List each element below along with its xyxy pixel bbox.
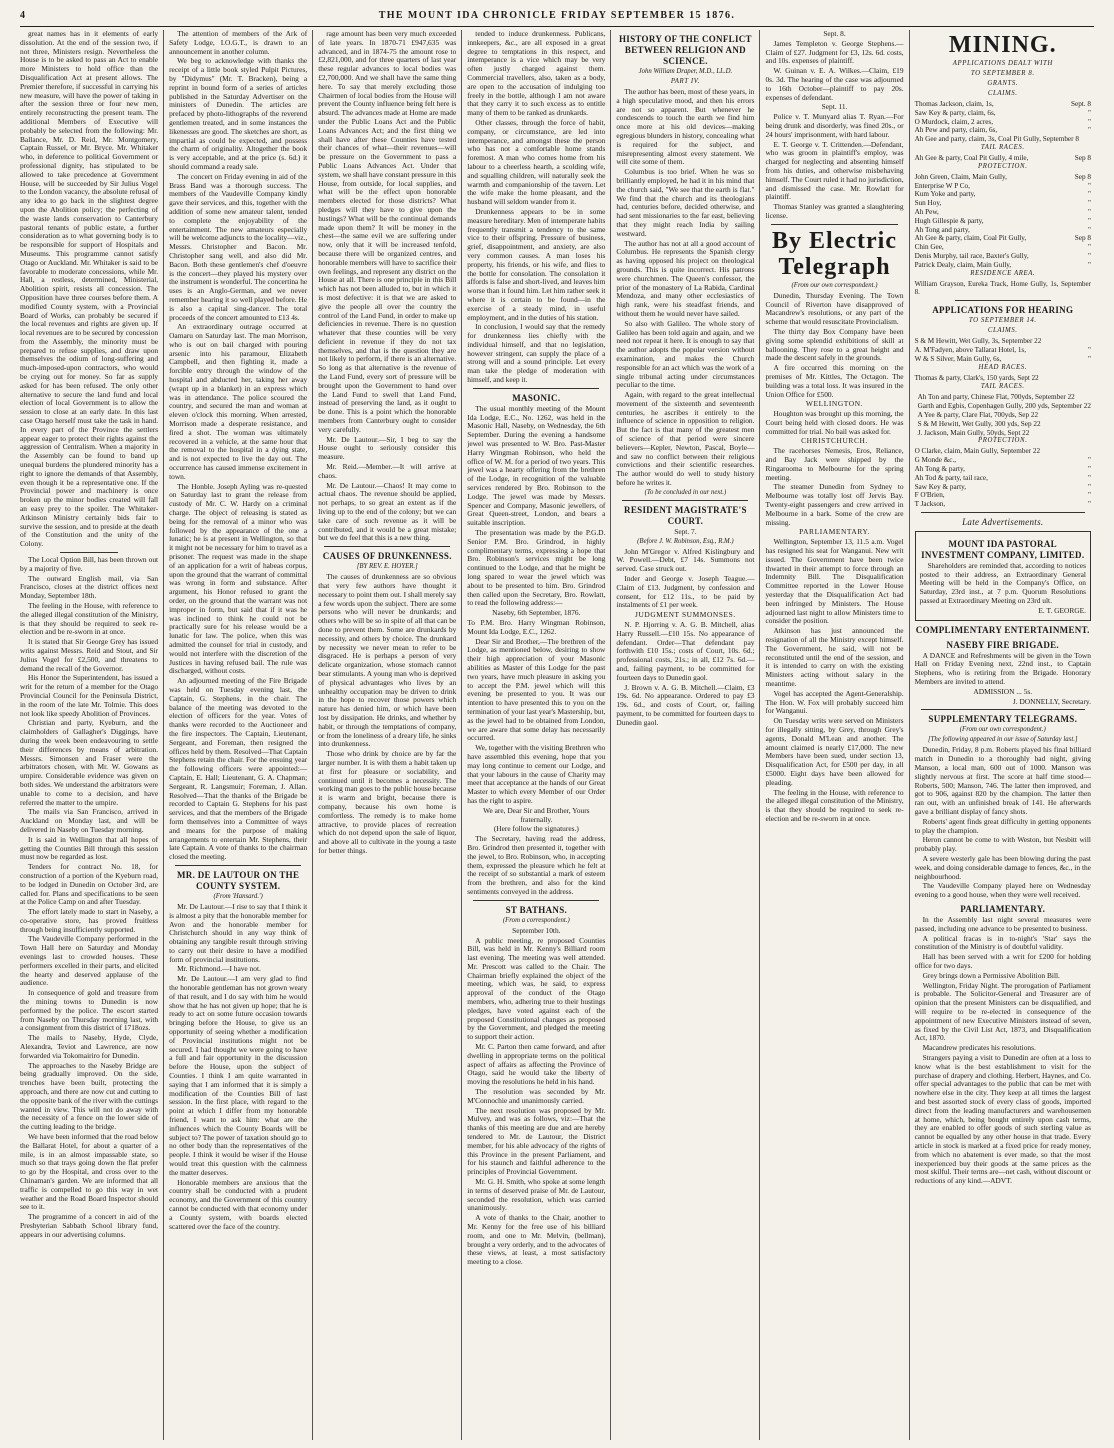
mining-heading: MINING.: [948, 32, 1057, 58]
mining-entry-name: Hugh Gillespie & party,: [914, 216, 984, 225]
telegraph-subheading: PARLIAMENTARY.: [799, 527, 870, 537]
article-paragraph: The author has been, most of these years, in a high speculative mood, and then his errors are not so apparent. But whenever he condescends to touch the earth we find him once more at his old devices—making egregious blunders in history, concealing what is required for the subject, and misrepresenting almost every statement. We will cite some of them.: [616, 87, 755, 167]
hearing-claims-list: [915, 337, 1091, 363]
column-4: [461, 30, 610, 1440]
fire-brigade-body: A DANCE and Refreshments will be given in the Town Hall on Friday Evening next, 22nd inst., to Captain Stephens, who is retiring from the Brigade. Honorary Members are invited to attend.: [914, 650, 1091, 687]
mining-entry: [915, 118, 1091, 127]
court-date: Sept. 8.: [823, 29, 846, 38]
supplementary-heading: SUPPLEMENTARY TELEGRAMS.: [928, 714, 1078, 725]
history-heading: HISTORY OF THE CONFLICT BETWEEN RELIGION AND SCIENCE.: [618, 34, 752, 66]
mining-entry-name: Ah Tod & party, tail race,: [914, 473, 988, 482]
history-part: PART IV.: [670, 78, 700, 85]
article-paragraph: The causes of drunkenness are so obvious that very few authors have thought it necessary to point them out. I shall merely say a few words upon the subject. There are some persons who will never be drunkards; and others who will be so in spite of all that can be done to prevent them. Some are drunkards by necessity, and others by choice. The drunkard by necessity we never mean to refer to be disgraced. He is perhaps a person of very delicate organization, whose stomach cannot bear stimulants. A young man who is deprived of physical advantages who lives by an unhealthy occupation may be driven to drink in the hope to recover those powers which nature has denied him, or which have been lost by dissipation. He drinks, and whether by habit, or through the temptations of company, or from the loneliness of a dreary life, he sinks into drunkenness.: [318, 572, 457, 749]
mining-entry-name: A. M'Fadyen, above Tallarat Hotel, 1s,: [914, 345, 1027, 354]
mining-entry-date: [1088, 135, 1091, 144]
tail-races-list: [915, 154, 1091, 163]
mining-entry: [915, 217, 1091, 226]
telegraph-subheading: WELLINGTON.: [805, 399, 864, 409]
divider: [771, 224, 897, 225]
mining-entry: [915, 411, 1091, 420]
tail-races-list-2: [915, 393, 1091, 437]
column-6: [759, 30, 908, 1440]
mining-entry: [915, 208, 1091, 217]
mining-entry-date: Sep 8: [1074, 172, 1091, 181]
article-paragraph: Honorable members are anxious that the country shall be conducted with a prudent economy, and the Government of this country cannot be conducted with that economy under a County system, with boards elected scattered over the face of the country.: [169, 1177, 308, 1231]
article-paragraph: Drunkenness appears to be in some measure hereditary. Men of intemperate habits frequently transmit a tendency to the same vice to their offspring. Pressure of business, grief, disappointment, and anxiety, are also very common causes. A man loses his property, his friends, or his wife, and flies to the bottle for consolation. The consolation it affords is false and short-lived, and leaves him worse than it found him. Let him rather seek it where it is certain to be found—in the exercise of a steady mind, in useful employment, and in the duties of his station.: [467, 206, 606, 322]
residence-label: RESIDENCE AREA.: [970, 269, 1036, 277]
mining-entry-name: F O'Brien,: [914, 491, 945, 500]
court-date: Sept. 7.: [674, 526, 697, 536]
history-continued: (To be concluded in our next.): [644, 488, 727, 496]
mining-entry: [915, 100, 1091, 109]
telegram-item: Houghton was brought up this morning, the Court being held with closed doors. He was committed for trial. No bail was asked for.: [765, 409, 904, 436]
mining-entry-name: S & M Hewitt, Wet Gully, 3s, September 22: [914, 337, 1042, 346]
column-3: [312, 30, 461, 1440]
mining-entry-name: Enterprise W P Co,: [914, 181, 970, 190]
mining-entry: [915, 182, 1091, 191]
local-item: The effort lately made to start in Naseby, a co-operative store, has proved fruitless through being insufficiently supported.: [20, 907, 159, 934]
column-5: [610, 30, 759, 1440]
mining-entry-date: ": [1088, 491, 1091, 500]
protection-list-2: [915, 447, 1091, 509]
divider: [955, 300, 1051, 301]
mining-entry-name: Ah Tong & party,: [914, 464, 965, 473]
mining-entry: [915, 243, 1091, 252]
court-heading: RESIDENT MAGISTRATE'S COURT.: [624, 504, 747, 526]
mining-entry: [915, 447, 1091, 456]
mining-entry-name: T Jackson,: [914, 500, 946, 509]
telegram-item: Grey brings down a Permissive Abolition Bill.: [922, 970, 1060, 980]
masthead: [20, 10, 1094, 27]
protection-list: [915, 173, 1091, 270]
mining-entry: [915, 429, 1091, 438]
company-advertisement: [915, 531, 1091, 621]
article-paragraph: The Honble. Joseph Ayling was re-quested on Saturday last to grant the release from custody of Mr. C. W. Hardy on a criminal charge. The object of releasing is stated as being for the removal of a minor who was followed by the appearance of the one a lunatic; he is at present in Wellington, so that it might not be necessary for him to travel as a prisoner. The request was made in the shape of an application for a writ of habeas corpus, upon the ground that the warrant of committal was wrong in form and substance. After argument, his Honor refused to grant the order, on the ground that the warrant was not improper in form, but said that if it was he was inclined to think he could not be practically sure for his release would be a lunatic for law. The police, when this was admitted the counsel for trial in custody, and would not interfere with the discretion of the Justices in having refused bail. The rule was discharged, without costs.: [169, 481, 308, 676]
st-bathans-heading: ST BATHANS.: [505, 904, 568, 915]
mining-entry-name: Ah Tong and party,: [914, 225, 970, 234]
local-item: It is stated that Sir George Grey has issued writs against Messrs. Reid and Stout, and Sir Julius Vogel for £2,500, and threatens to demand the recall of the Governor.: [20, 637, 159, 673]
columns: [20, 30, 1096, 1440]
mining-entry: [915, 190, 1091, 199]
mining-entry: [915, 226, 1091, 235]
telegram-item: In the Assembly last night several measures were passed, including one advance to be presented to business.: [914, 915, 1091, 933]
telegram-item: The thirty day Box Company have been giving some splendid exhibitions of skill at ballooning. They rose to a great height and made the descent safely in the grounds.: [765, 326, 904, 363]
article-paragraph: A public meeting, re proposed Counties Bill, was held in Mr. Kenny's Billiard room last evening. The meeting was well attended. Mr. Prescott was called to the Chair. The Chairman briefly explained the object of the meeting, which was, he said, to express approval of the conduct of the Otago members, who, adhering true to their hustings pledges, have voted against each of the proposed Constitutional changes as proposed by the Government, and pledged the meeting to support their action.: [467, 935, 606, 1042]
mining-entry-date: ": [1088, 464, 1091, 473]
article-paragraph: Mr. Richmond.—I have not.: [177, 964, 261, 974]
divider: [60, 552, 118, 553]
parliamentary-heading: PARLIAMENTARY.: [960, 904, 1046, 914]
divider: [324, 546, 450, 547]
mining-entry-date: [1088, 447, 1091, 456]
article-paragraph: An extraordinary outrage occurred at Oamaru on Saturday last. The man Morrison, who is out on bail charged with pouring arsenic into his paramour, Elizabeth Campbell, and then fighting it, made a forcible entry through the window of the hospital and abducted her, taking her away (wrapt up in a blanket) in an express which was in attendance. The police scoured the country, and secured the man and woman at eleven o'clock this morning. When arrested, Morrison made a desperate resistance, and fired a shot. The woman was ultimately recovered in a vehicle, at the same hour that the removal to the hospital in a dying state, and is not expected to live the day out. The occurrence has caused immense excitement in town.: [169, 322, 308, 481]
telegram-item: The feeling in the House, with reference to the alleged illegal constitution of the Ministry, is that they should be required to seek re-election and be re-sworn in at once.: [765, 787, 904, 823]
history-byline: John William Draper, M.D., LL.D.: [638, 68, 733, 75]
mining-entry-date: ": [1088, 199, 1091, 208]
delautour-heading: MR. DE LAUTOUR ON THE COUNTY SYSTEM.: [177, 869, 300, 891]
protection-label: PROTECTION.: [978, 162, 1028, 170]
local-item: It is said in Wellington that all hopes of getting the Counties Bill through this session must now be regarded as lost.: [20, 834, 159, 862]
late-ads-heading: Late Advertisements.: [962, 516, 1044, 527]
column-1: [20, 30, 163, 1440]
article-paragraph: Mr. Reid.—Member.—It will arrive at chaos.: [318, 462, 457, 480]
article-paragraph: The Secretary, having read the address, Bro. Grindrod then presented it, together with the jewel, to Bro. Robinson, who, in accepting them, expressed the pleasure which he felt at the receipt of so substantial a mark of esteem from the brethren, and also for the kind sentiments conveyed in the address.: [467, 834, 606, 896]
divider: [175, 865, 301, 866]
mining-entry-date: ": [1088, 243, 1091, 252]
local-item: In consequence of gold and treasure from the mining towns to Dunedin is now performed by the police. The escort started from Naseby on Thursday morning last, with a consignment from this district of 1718ozs.: [20, 988, 159, 1033]
mining-entry-date: ": [1088, 117, 1091, 126]
company-ad-title: MOUNT IDA PASTORAL INVESTMENT COMPANY, LIMITED.: [921, 538, 1085, 560]
article-paragraph: The usual monthly meeting of the Mount Ida Lodge, E.C., No. 1262, was held in the Masonic Hall, Naseby, on Wednesday, the 6th September. During the evening a handsome jewel was presented to W. Bro. Past-Master Harry Wingman Robinson, who held the office of W. M. for a period of two years. This jewel was a hearty offering from the brethren of the Lodge, in recognition of the valuable services rendered by Bro. Robinson to the Lodge. The jewel was made by Messrs. Spencer and Company, Masonic jewellers, of Great Queen-street, London, and bears a suitable inscription.: [467, 403, 606, 528]
mining-entry-date: ": [1088, 260, 1091, 269]
grants-heading: GRANTS.: [987, 80, 1019, 87]
article-paragraph: Those who drink by choice are by far the larger number. It is with them a habit taken up at first for pleasure or sociability, and continued until it becomes a necessity. The working man goes to the public house because it is warm and bright, because there is company, because his own home is comfortless. The remedy is to make home attractive, to provide places of recreation which do not depend upon the sale of liquor, and above all to cultivate in the young a taste for better things.: [318, 749, 457, 855]
mining-entry-name: O Clarke, claim, Main Gully, September 22: [914, 447, 1041, 456]
mining-entry: [915, 109, 1091, 118]
court-case: E. T. George v. T. Crittenden.—Defendant, who was groom in plaintiff's employ, was charged for neglecting and absenting himself from his duties, and otherwise misbehaving himself. The Court ruled it had no jurisdiction, and dismissed the case. Mr. Rowlatt for plaintiff.: [765, 139, 904, 202]
address-note: (Here follow the signatures.): [493, 824, 579, 834]
mining-entry: [915, 173, 1091, 182]
mining-entry-date: Sep 8: [1074, 153, 1091, 162]
drunkenness-heading: CAUSES OF DRUNKENNESS.: [322, 551, 452, 562]
article-paragraph: Mr. De Lautour.—I rise to say that I think it is almost a pity that the honorable member for Avon and the honorable member for Christchurch should in any way think of obtaining any tangible result through striving to carry out their desire to have a modified form of provincial institutions.: [169, 901, 308, 964]
article-paragraph: tended to induce drunkenness. Publicans, innkeepers, &c., are all exposed in a great degree to temptations in this respect, and intemperance is a vice which may be very often justly charged against them. Commercial travellers, also, taken as a body, are open to the accusation of indulging too freely in the bottle, although I am not aware that they carry it to such excess as to entitle many of them to be ranked as drunkards.: [467, 29, 606, 118]
address-recipient: To P.M. Bro. Harry Wingman Robinson, Mount Ida Lodge, E.C., 1262.: [467, 618, 606, 636]
mining-entry-name: Ah Pew,: [914, 207, 939, 216]
mining-entry-name: Ah Gee & party, Coal Pit Gully, 4 mile,: [914, 153, 1029, 162]
mining-entry-date: ": [1088, 251, 1091, 260]
court-subheading: JUDGMENT SUMMONSES.: [635, 610, 736, 620]
telegram-item: Hall has been served with a writ for £200 for holding office for two days.: [914, 952, 1091, 970]
article-paragraph: great names has in it elements of early dissolution. At the end of the session two, if not three, Ministers resign. Nevertheless the House is to be asked to pass an Act to enable more Ministers to hold office than the Disqualification Act at present allows. The Premier therefore, if successful in carrying his new measure, will have the power of taking in after the session three or four new men, entirely reconstructing the present team. The additional Members of Executive will probably be selected from the following: Mr. Ballance, Mr. D. Reid, Mr. Montgomery, Captain Russel, or Mr. Bryce. Mr. Whitaker who, in deference to political Government or professional dignity, has stipulated to be allowed to take precedence at Government House, will be succeeded by Sir Julius Vogel to the London vacancy, the absolute refusal of any idea to go back in the slightest degree upon the Abolition policy; the perfecting of the waste lands conservation to Canterbury pastoral tenants of public estate, a further consideration as to what governing body is to be responsible for support of Hospitals and Museums. This programme cannot satisfy Otago or Auckland. Mr. Whitaker is said to be favorable to moderate concessions, while Mr. Hall, a restless, determined, Ministerial, Abolition spirit, resists all concession. The Opposition have three courses before them. A modified County system, with a Provincial Board of Works, can probably be secured if the local revenues and rights are given up. If local revenues are to be secured by concession from the Assembly, the minority must be prepared to refuse supplies, and draw upon themselves the odium of long-suffering and much-imposed-upon contractors, who would be crying out for money. So far as supply asked for has been refused. The only other alternative to secure the land fund and local election of local Government is to allow the session to close at an early date. In this last case Otago herself must take the task in hand. In every part of the Province the settlers appear eager to protect their rights against the aggression of Centralism. When a majority in the Assembly can be found to band up unequal burdens the plundered minority has a right to ignore the demands of that Assembly, even though it be a representative one. If the Provincial power and machinery is once broken up the minor bodies created will fall an easy prey to the spoiler. The Whitaker-Atkinson Ministry certainly bids fair to survive the session, and to preside at the death of the Constitution and the unity of the Colony.: [20, 29, 159, 549]
local-item: The mails via San Francisco, arrived in Auckland on Monday last, and will be delivered in Naseby on Tuesday morning.: [20, 807, 159, 834]
local-item: The Vaudeville Company performed in the Town Hall here on Saturday and Monday evenings last to crowded houses. These performers excelled in their parts, and elicited the hearty and deserved applause of the audience.: [20, 934, 159, 988]
article-paragraph: In conclusion, I would say that the remedy for drunkenness lies chiefly with the individual himself, and that no legislation, however stringent, can supply the place of a strong will and a sound principle. Let every man take the pledge of moderation with himself, and keep it.: [467, 322, 606, 385]
court-date: Sept. 11.: [821, 102, 848, 112]
mining-entry-date: ": [1088, 473, 1091, 482]
article-paragraph: Again, with regard to the great intellectual movement of the sixteenth and seventeenth centuries, he ascribes it entirely to the influence of science in opposition to religion. But the fact is that many of the greatest men of science of that period were sincere believers—Kepler, Newton, Pascal, Boyle—and saw no conflict between their religious convictions and their scientific researches. The author would do well to study history before he writes it.: [616, 390, 755, 488]
hearing-claims-label: CLAIMS.: [987, 327, 1018, 335]
advertisement-text: Strangers paying a visit to Dunedin are often at a loss to know what is the best establishment to visit for the purchase of drapery and clothing. Herbert, Haynes, and Co. offer special advantages to the public that can be met with nowhere else in the city. They keep at all times the largest and best assorted stock of every class of goods, imported direct from the leading manufacturers and warehousemen at home, which, being bought entirely upon cash terms, they are enabled to offer goods of such sterling value as cannot be equalled by any other house in that trade. Every article in stock is marked at a fixed price for ready money, from which no abatement is ever made, so that the most inexperienced buy their goods at the same prices as the most skilful. Their terms are—net cash, without discount or reductions of any kind.—ADVT.: [914, 1052, 1091, 1186]
local-item: The outward English mail, via San Francisco, closes at the district offices next Monday, September 18th.: [20, 573, 159, 601]
mining-entry-name: O Murdock, claim, 2 acres,: [914, 117, 994, 126]
admission-line: ADMISSION ... 5s.: [973, 686, 1033, 696]
mining-entry-date: ": [1088, 190, 1091, 199]
mining-entry: [915, 491, 1091, 500]
article-paragraph: So also with Galileo. The whole story of Galileo has been told again and again, and we need not repeat it here. It is enough to say that the author adopts the popular version without examination, and makes the Church responsible for an act which was the work of a single tribunal acting under circumstances peculiar to the time.: [616, 318, 755, 390]
mining-entry-name: John Green, Claim, Main Gully,: [914, 172, 1007, 181]
local-item: The approaches to the Naseby Bridge are being gradually improved. On the side, trenches have been built, protecting the approach, and there are now cut and cutting to the opposite bank of the river with the cuttings wanted in view. This will not do away with the necessity of a fence on the lower side of the cutting leading to the bridge.: [20, 1060, 159, 1132]
mining-entry: [915, 252, 1091, 261]
claims-label: CLAIMS.: [987, 90, 1018, 97]
article-paragraph: Columbus is too brief. When he was so brilliantly employed, he had it in his mind that the church said, "We see that the earth is flat." We find that the church and its theologians had, centuries before, decided otherwise, and had sent missionaries to the far east, believing that they might reach India by sailing westward.: [616, 167, 755, 238]
mining-entry: [915, 474, 1091, 483]
delautour-source: (From 'Hansard.'): [213, 892, 263, 900]
mining-entry-name: A Yee & party, Clare Flat, 700yds, Sep 22: [917, 410, 1039, 419]
residence-entry: William Grayson, Eureka Track, Home Gully, 1s, September 8.: [914, 279, 1091, 297]
article-paragraph: An adjourned meeting of the Fire Brigade was held on Tuesday evening last, the Captain, G. Stephens, in the chair. The balance of the meeting was devoted to the election of officers for the year. Votes of thanks were recorded to the Auctioneer and the fire inspectors. The Captain, Lieutenant, Sergeant, and Foreman, then resigned the offices held by them. Resolved—That Captain Stephens retain the chair. For the ensuing year the following officers were appointed:—Captain, E. Hall; Lieutenant, G. A. Chapman; Sergeant, R. Langsmuir; Foreman, J. Allan. Resolved—That the thanks of the Brigade be recorded to Captain G. Stephens for his past services, and that the members of the Brigade form themselves into a Committee of ways and means for the purpose of making arrangements to entertain Mr. Stephens, their late Captain. A vote of thanks to the chairman closed the meeting.: [169, 676, 308, 862]
mining-entry-name: Kum Yoke and party,: [914, 190, 976, 199]
mining-entry-name: Saw Key & party,: [914, 482, 966, 491]
local-item: Christian and party, Kyeburn, and the claimholders of Gallagher's Diggings, have during the week been endeavouring to settle their differences by means of arbitration. Messrs. Simonsen and Fraser were the arbitrators chosen, with Mr. W. Gowans as umpire. Considerable evidence was given on both sides. We understand the arbitrators were unable to come to a decision, and have referred the matter to the umpire.: [20, 718, 159, 807]
mining-entry: [915, 456, 1091, 465]
mining-entry: [915, 126, 1091, 135]
telegram-item: A fire occurred this morning on the premises of Mr. Kittles, The Octagon. The building was a total loss. It was insured in the Union Office for £500.: [765, 363, 904, 399]
supplementary-source: (From our own correspondent.): [959, 726, 1046, 734]
article-paragraph: The author has not at all a good account of Columbus. He represents the Spanish clergy as having opposed his project on theological grounds. This is quite incorrect. His patrons were churchmen. The Queen's confessor, the prior of the monastery of La Rabida, Cardinal Mendoza, and many other ecclesiastics of high rank, were his steadfast friends, and without them he would never have sailed.: [616, 238, 755, 318]
mining-entry-date: ": [1088, 126, 1091, 135]
local-item: The feeling in the House, with reference to the alleged illegal constitution of the Ministry, is that they should be required to seek re-election and be re-sworn in at once.: [20, 601, 159, 637]
mining-entry: [915, 337, 1091, 346]
mining-entry-date: ": [1088, 456, 1091, 465]
st-bathans-date: September 10th.: [512, 925, 561, 935]
mining-entry: [915, 500, 1091, 509]
telegram-item: On Tuesday writs were served on Ministers for illegally sitting, by Grey, through Grey's agents, Donald M'Lean and another. The amount claimed is nearly £17,000. The new Members have been sued, under section 13, Disqualification Act, for £500 per day, in all £5000. Eight days have been allowed for pleading.: [765, 716, 904, 787]
mining-entry: [915, 135, 1091, 144]
telegram-item: The steamer Dunedin from Sydney to Melbourne was totally lost off Jervis Bay. Twenty-eight passengers and crew arrived in Melbourne in a bark. Some of the crew are missing.: [765, 482, 904, 527]
mining-date: TO SEPTEMBER 8.: [970, 70, 1035, 77]
protection-label: PROTECTION.: [978, 437, 1028, 445]
mining-entry: [915, 420, 1091, 429]
hearing-date: TO SEPTEMBER 14.: [968, 317, 1037, 325]
mining-entry-name: G Monde &c.,: [914, 456, 957, 465]
hearing-heading: APPLICATIONS FOR HEARING: [932, 305, 1074, 316]
address-closing: We are, Dear Sir and Brother, Yours fraternally.: [483, 805, 590, 824]
telegram-item: A political fracas is in to-night's 'Star' says the constitution of the Ministry is of doubtful validity.: [914, 933, 1091, 952]
mining-entry-name: J. Jackson, Main Gully, 50yds, Sept 22: [917, 428, 1030, 437]
mining-entry-date: ": [1088, 108, 1091, 117]
company-ad-signer: E. T. GEORGE.: [1038, 605, 1086, 615]
mining-entry-date: ": [1088, 216, 1091, 225]
article-paragraph: Dear Sir and Brother,—The brethren of the Lodge, as mentioned below, desiring to show their high appreciation of your Masonic abilities as Master of this Lodge for the past two years, have much pleasure in asking you to accept the P.M. jewel which will this evening be presented to you. It was our intention to have presented this to you on the termination of your last year's Mastership, but, as the jewel had to be obtained from London, we are aware that some delay has necessarily occurred.: [467, 636, 606, 743]
mining-entry-name: Ah Gee and party, claim, 3s, Coal Pit Gully, September 8: [914, 135, 1079, 144]
court-case: Police v. T. Munyard alias T. Ryan.—For being drunk and disorderly, was fined 20s., or 24 hours' imprisonment, with hard labour.: [765, 112, 904, 139]
company-ad-body: Shareholders are reminded that, according to notices posted to their address, an Extraordinary General Meeting will be held in the Company's Office, on Saturday, 23rd inst., at 7 p.m. Quorum Resolutions passed at Extraordinary Meeting on 23rd ult.: [919, 560, 1086, 606]
local-item: Tenders for contract No. 18, for construction of a portion of the Kyeburn road, to be lodged in Dunedin on October 3rd, are called for. Plans and specifications to be seen at the Police Camp on and after Tuesday.: [20, 862, 159, 907]
mining-entry-date: ": [1088, 181, 1091, 190]
telegram-item: Macandrew predicates his resolutions.: [922, 1043, 1036, 1053]
mining-entry-date: ": [1088, 482, 1091, 491]
court-case: John M'Gregor v. Alfred Kislingbury and W. Powell.—Debt, £7 14s. Summons not served. Case struck out.: [616, 546, 755, 574]
masonic-heading: MASONIC.: [512, 392, 561, 403]
mining-entry-date: ": [1088, 225, 1091, 234]
mining-entry-date: Sept. 8: [1071, 100, 1091, 108]
mining-entry-name: Sun Hoy,: [914, 199, 942, 208]
divider: [921, 512, 1085, 513]
mining-subheading: APPLICATIONS DEALT WITH: [952, 60, 1053, 67]
article-paragraph: Mr. De Lautour.—Sir, I beg to say the House ought to seriously consider this measure.: [318, 434, 457, 462]
divider: [921, 709, 1085, 710]
mining-entry: [915, 346, 1091, 355]
court-case: Thomas Stanley was granted a slaughtering license.: [765, 202, 904, 220]
mining-entry-name: Chin Gee,: [914, 243, 944, 252]
mining-entry-name: Patrick Dealy, claim, Main Gully,: [914, 260, 1012, 269]
mining-entry-date: ": [1088, 500, 1091, 509]
tail-races-label: TAIL RACES.: [980, 383, 1025, 391]
article-paragraph: We beg to acknowledge with thanks the receipt of a little book styled Pulpit Pictures, by "Didymus" (Mr. T. Bracken), being a reprint in bound form of a series of articles published in the Saturday Advertiser on the ministers of Dunedin. The articles are prefaced by photo-lithographs of the reverend gentlemen treated, and in some instances the likenesses are good. The sketches are short, as impartial as could be expected, and possess the charm of originality. Altogether the book is very acceptable, and at the price (s. 6d.) it should command a ready sale.: [169, 56, 308, 171]
head-race-entry: Thomas & party, Clark's, 150 yards, Sept 22: [914, 373, 1039, 382]
telegram-item: Atkinson has just announced the resignation of all the Ministry except himself. The Government, he said, will not be reconstituted until the end of the session, and it is intended to carry on with the existing Ministers acting without salary in the meantime.: [765, 626, 904, 688]
mining-entry-date: [1088, 337, 1091, 346]
mining-entry-name: Ah Gee & party, claim, Coal Pit Gully,: [914, 234, 1027, 243]
article-paragraph: The concert on Friday evening in aid of the Brass Band was a thorough success. The members of the Vaudeville Company kindly gave their services, and this, together with the addition of some new amateur talent, tended to complete the enjoyability of the entertainment. The new amateurs especially will be welcome adjuncts to the locality—viz., Messrs. Christopher and Bacon. Mr. Christopher sang well, and also did Mr. Bacon. Both these gentlemen's chef d'oeuvre is the concert—they played his mystery over the instrument is wonderful. The concertina he uses is an Anglo-German, and we never remember hearing it so well played before. He is also a capital sing-dancer. The total proceeds of the concert amounted to £13 4s.: [169, 171, 308, 322]
mining-entry-name: W & S Silver, Main Gully, 6s,: [914, 354, 1002, 363]
telegram-item: Wellington, September 13, 11.5 a.m. Vogel has resigned his seat for Wanganui. New writ issued. The Government have been twice thwarted in their attempt to force through an Indemnity Bill. The Disqualification Committee reported in the Lower House yesterday that the Disqualification Act had been infringed by Ministers. The House adjourned last night to allow Ministers time to consider the position.: [765, 537, 904, 626]
mining-entry: [915, 199, 1091, 208]
fire-brigade-signer: J. DONNELLY, Secretary.: [1012, 696, 1091, 706]
telegraph-subheading: CHRISTCHURCH.: [801, 436, 868, 446]
telegram-item: Roberts' agent finds great difficulty in getting opponents to play the champion.: [914, 816, 1091, 835]
telegram-item: Heron cannot be come to with Weston, but Nesbitt will probably play.: [914, 835, 1091, 854]
article-paragraph: The next resolution was proposed by Mr. Mulvey, and was as follows, viz:—That the thanks of this meeting are due and are hereby tendered to Mr. de Lautour, the District member, for his able advocacy of the rights of this Province in the present Parliament, and for his staunch and faithful adherence to the principles of Provincial Government.: [467, 1105, 606, 1177]
telegraph-heading: By Electric Telegraph: [772, 227, 897, 280]
telegram-item: Dunedin, Friday, 8 p.m. Roberts played his final billiard match in Dunedin to a thoroughly bad night, giving Manson, a local man, 600 out of 1000. Manson was slightly nervous at first. The score at half time stood—Roberts, 500; Manson, 746. The latter then improved, and got to 906, against 820 by the champion. The latter then ran out, with an unfinished break of 141. He afterwards gave a brilliant display of fancy shots.: [914, 745, 1091, 817]
article-paragraph: Mr. De Lautour.—Chaos! It may come to actual chaos. The revenue should be applied, not perhaps, to so great an extent as if the living up to the end of the colony; but we can take care of such revenue as it will be contributed, and it would be a great mistake; but we do feel that this is a new thing.: [318, 480, 457, 543]
telegram-item: The racehorses Nemesis, Eros, Reliance, and Bay Jack were shipped by the Ringarooma to Melbourne for the spring meeting.: [765, 446, 904, 482]
article-paragraph: The attention of members of the Ark of Safety Lodge, I.O.G.T., is drawn to an announcement in another column.: [169, 29, 308, 56]
mining-entry: [915, 234, 1091, 243]
head-races-label: HEAD RACES.: [978, 363, 1028, 371]
court-case: Inder and George v. Joseph Teague.—Claim of £13. Judgment, by confession and consent, for £12 11s., to be paid by instalments of £1 per week.: [616, 574, 755, 610]
court-bench: (Before J. W. Robinson, Esq., R.M.): [637, 537, 734, 545]
article-paragraph: The resolution was seconded by Mr. M'Connochie and unanimously carried.: [467, 1087, 606, 1105]
supplementary-note: [The following appeared in our issue of Saturday last.]: [927, 736, 1078, 744]
local-item: His Honor the Superintendent, has issued a writ for the return of a member for the Otago Provincial Council for the Peninsula District, in the room of the late Mr. Tolmie. This does not look like speedy Abolition of Provinces.: [20, 673, 159, 718]
mining-entry-name: Ah Pew and party, claim, 6s,: [914, 126, 998, 135]
article-paragraph: Other classes, through the force of habit, company, or circumstance, are led into intemperance, and amongst these the person who has not a comfortable home stands foremost. A man who comes home from his labour to a cheerless hearth, a scolding wife, and squalling children, will naturally seek the warmth and companionship of the tavern. Let the wife make the home pleasant, and the husband will seldom wander from it.: [467, 117, 606, 207]
mining-entry: [915, 402, 1091, 411]
mining-entry: [915, 465, 1091, 474]
mining-entry-name: S & M Hewitt, Wet Gully, 300 yds, Sep 22: [917, 419, 1041, 428]
court-case: N. P. Hjorring v. A. G. B. Mitchell, alias Harry Russell.—£10 15s. No appearance of defendant. Order—That defendant pay forthwith £10 15s.; costs of Court, 10s. 6d.; professional costs, 21s.; in all, £12 7s. 6d.—and, failing payment, to be committed for fourteen days to Dunedin gaol.: [616, 620, 755, 682]
divider: [622, 500, 748, 501]
article-paragraph: A vote of thanks to the Chair, another to Mr. Kenny for the free use of his billiard room, and one to Mr. Melvin, (bellman), brought a very orderly, and to the advocates of these views, at least, a most satisfactory meeting to a close.: [467, 1213, 606, 1267]
local-item: The programme of a concert in aid of the Presbyterian Sabbath School library fund, appears in our advertising columns.: [20, 1212, 159, 1239]
mining-entry-date: ": [1088, 207, 1091, 216]
mining-entry: [915, 355, 1091, 364]
court-case: W. Guinan v. E. A. Wilkes.—Claim, £19 0s. 3d. The hearing of the case was adjourned to 16th October—plaintiff to pay 20s. expenses of defendant.: [765, 66, 904, 102]
page-number: 4: [20, 10, 27, 21]
telegram-item: A severe westerly gale has been blowing during the past week, and doing considerable damage to fences, &c., in the neighbourhood.: [914, 854, 1091, 881]
mining-entry-date: ": [1088, 345, 1091, 354]
mining-entry: [915, 261, 1091, 270]
address-date: Naseby, 6th September, 1876.: [492, 608, 581, 618]
column-2: [163, 30, 312, 1440]
divider: [473, 388, 599, 389]
mining-entry-name: Ah Ton and party, Chinese Flat, 700yds, September 22: [917, 393, 1075, 402]
telegraph-source: (From our own correspondent.): [791, 281, 878, 289]
mining-entry-name: Saw Key & party, claim, 6s,: [914, 108, 996, 117]
column-7: [909, 30, 1096, 1440]
article-paragraph: Mr. De Lautour.—I am very glad to find the honorable gentleman has not grown weary of that result, and I do say with him he would show that he has not given up hope; that he is ready to act on some future occasion towards bringing before the House, to give us an opportunity of seeing whether a modification of Provincial institutions might not be secured. I had thought we were going to have a full and fair opportunity in the discussion before the House, upon the subject of Counties. I think I am quite warranted in saying that I am informed that it is simply a modification of the Counties Bill of last session. In the first place, with regard to the point at which I differ from my honorable friend, I want to ask him: what are the influences which the County Boards will be subject to? The power of taxation should go to no other body than the representatives of the people. I think it would be wiser if the House would treat this question with the calmness the matter deserves.: [169, 974, 308, 1177]
article-paragraph: rage amount has been very much exceeded of late years. In 1870-71 £947,635 was advanced, and in 1874-75 the amount rose to £2,821,000, and for three quarters of last year these regular advances to local bodies was £2,700,000. And we shall have the same thing here. To say that merely excluding those Chairmen of local bodies from the House will prevent the County influence being felt here is absurd. The advances made at Home are made under the Public Loans Act and the Public Loans Advances Act; and the first thing we shall have after these Counties have tested their chances of what—their revenues—will be pressure on the Government to pass a Public Loans Advances Act. Under that system, we shall have constant pressure in this House, from outside, for local supplies, and what will be the effect upon honorable members elected for those districts? What pledges will they have to give upon the hustings? What will be the continual demands made upon them? It will be money in the chest—the same evil we are suffering under now, only that it will be increased tenfold, because there will be organized centres, and honorable members will have to sacrifice their own feelings, and represent any district on the House at all. There is one principle in this Bill which has not been alluded to, but in which it is most defective: it is that we are asked to give the people all over the country the control of the Land Fund, in order to make up deficiencies in revenue. There is no question whatever that these counties will be very deficient in revenue if they do not tax themselves, and that is the question they are not likely to perform, if there is an alternative. So long as that alternative is the revenue of the Land Fund, every sort of pressure will be brought upon the Government to hand over the Land Fund to swell that Land Fund, instead of preserving the land, as it ought to be done. This is a point which the honorable members from Canterbury ought to consider very carefully.: [318, 29, 457, 434]
telegram-item: Vogel has accepted the Agent-Generalship. The Hon. W. Fox will probably succeed him for Wanganui.: [765, 688, 904, 716]
mining-entry-date: ": [1088, 354, 1091, 363]
mining-entry-date: Sep 8: [1074, 234, 1091, 243]
local-item: The mails to Naseby, Hyde, Clyde, Alexandra, Teviot and Lawrence, are now forwarded via Tokomairiro for Dunedin.: [20, 1033, 159, 1060]
claims-list: [915, 100, 1091, 144]
telegram-item: Dunedin, Thursday Evening. The Town Council of Riverton have disapproved of Macandrew's resolutions, or any part of the scheme that would resuscitate Provincialism.: [765, 290, 904, 327]
local-item: The Local Option Bill, has been thrown out by a majority of five.: [20, 555, 159, 573]
mining-entry-name: Garth and Egbis, Copenhagen Gully, 200 yds, September 22: [917, 402, 1091, 411]
mining-entry: [915, 393, 1091, 402]
masthead-title: THE MOUNT IDA CHRONICLE FRIDAY SEPTEMBER 15 1876.: [378, 10, 736, 21]
court-case: James Templeton v. George Stephens.—Claim of £27. Judgment for £3, 12s. 6d. costs, and 10s. expenses of plaintiff.: [765, 38, 904, 66]
court-case: J. Brown v. A. G. B. Mitchell.—Claim, £3 19s. 6d. No appearance. Ordered to pay £3 19s. 6d., and costs of Court, or, failing payment, to be committed for fourteen days to Dunedin gaol.: [616, 682, 755, 727]
mining-entry-name: Thomas Jackson, claim, 1s,: [914, 100, 994, 108]
complimentary-heading: COMPLIMENTARY ENTERTAINMENT.: [915, 624, 1090, 635]
drunkenness-byline: [BY REV. E. HOYER.]: [356, 563, 418, 571]
telegram-item: The Vaudeville Company played here on Wednesday evening to a good house, when they were well received.: [914, 881, 1091, 900]
mining-entry: [915, 154, 1091, 163]
article-paragraph: Mr. C. Parton then came forward, and after dwelling in appropriate terms on the political aspect of affairs as affecting the Province of Otago, said he would take the liberty of moving the resolutions he held in his hand.: [467, 1042, 606, 1087]
fire-brigade-heading: NASEBY FIRE BRIGADE.: [946, 639, 1059, 650]
article-paragraph: Mr. G. H. Smith, who spoke at some length in terms of deserved praise of Mr. de Lautour, seconded the resolution, which was carried unanimously.: [467, 1177, 606, 1213]
mining-entry: [915, 483, 1091, 492]
article-paragraph: The presentation was made by the P.G.D. Senior P.M. Bro. Grindrod, in highly complimentary terms, expressing a hope that Bro. Robinson's services might be long continued to the Lodge, and that he might be long spared to wear the jewel which was about to be presented to him. Bro. Grindrod then called upon the Secretary, Bro. Rowlatt, to read the following address:—: [467, 528, 606, 608]
telegram-item: Wellington, Friday Night. The prorogation of Parliament is probable. The Solicitor-General and Treasurer are of opinion that the present Ministers can be disqualified, and will require to be re-elected in consequence of the appointment of new Executive Ministers instead of seven, as fixed by the Civil List Act, 1873, and Disqualification Act, 1870.: [914, 980, 1091, 1043]
mining-entry-name: Denis Murphy, tail race, Baxter's Gully,: [914, 251, 1029, 260]
divider: [473, 900, 599, 901]
tail-races-label: TAIL RACES.: [980, 143, 1025, 151]
st-bathans-source: (From a correspondent.): [502, 916, 570, 924]
local-item: We have been informed that the road below the Ballarat Hotel, for about a quarter of a mile, is in an almost impassable state, so much so that trays going down the flat prefer to go by the Hospital, and cross over to the Chinaman's garden. We are informed that all traffic is compelled to go this way in wet weather and the Road Board Inspector should see to it.: [20, 1132, 159, 1212]
article-paragraph: We, together with the visiting Brethren who have assembled this evening, hope that you may long continue to cement our Lodge, and that your labours in the cause of Charity may meet that acceptance at the hands of our Great Master to which every Member of our Order has the right to aspire.: [467, 743, 606, 805]
